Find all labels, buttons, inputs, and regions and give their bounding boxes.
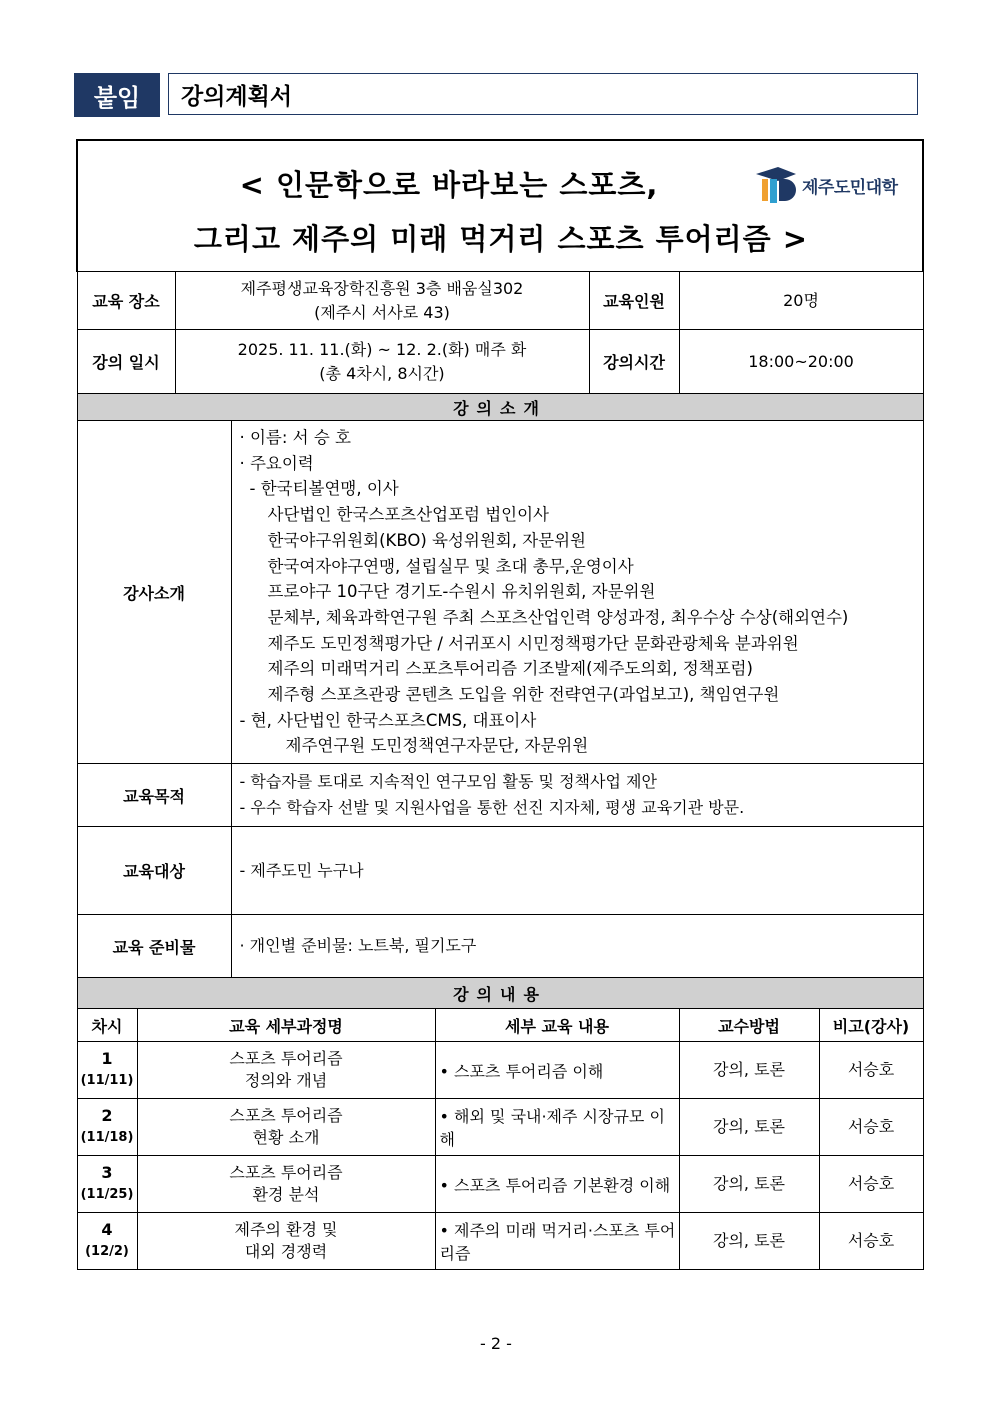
- session-number: 3 (11/25): [77, 1156, 137, 1213]
- col-method: 교수방법: [679, 1009, 819, 1042]
- session-instructor: 서승호: [819, 1042, 923, 1099]
- table-row: [77, 1213, 923, 1270]
- capacity-value: 20명: [679, 272, 923, 330]
- session-title: 제주의 환경 및 대외 경쟁력: [137, 1213, 435, 1270]
- bio-line: 제주형 스포츠관광 콘텐츠 도입을 위한 전략연구(과업보고), 책임연구원: [267, 685, 780, 705]
- capacity-label: 교육인원: [589, 272, 679, 330]
- location-value: 제주평생교육장학진흥원 3층 배움실302 (제주시 서사로 43): [175, 272, 589, 330]
- session-method: 강의, 토론: [679, 1213, 819, 1270]
- jeju-citizen-college-logo: 제주도민대학: [754, 165, 898, 205]
- col-session: 차시: [77, 1009, 137, 1042]
- intro-section-header: 강의소개: [77, 394, 923, 421]
- target-label: 교육대상: [77, 827, 231, 915]
- session-detail: • 스포츠 투어리즘 이해: [435, 1042, 679, 1099]
- table-row: [77, 1099, 923, 1156]
- time-label: 강의시간: [589, 330, 679, 394]
- session-method: 강의, 토론: [679, 1156, 819, 1213]
- bio-line: - 현, 사단법인 한국스포츠CMS, 대표이사: [239, 710, 537, 730]
- session-title: 스포츠 투어리즘 현황 소개: [137, 1099, 435, 1156]
- location-label: 교육 장소: [77, 272, 175, 330]
- materials-value: · 개인별 준비물: 노트북, 필기도구: [231, 915, 923, 978]
- instructor-bio: [231, 421, 923, 764]
- session-number: 2 (11/18): [77, 1099, 137, 1156]
- session-title: 스포츠 투어리즘 정의와 개념: [137, 1042, 435, 1099]
- bio-line: 제주의 미래먹거리 스포츠투어리즘 기조발제(제주도의회, 정책포럼): [267, 659, 753, 679]
- target-value: - 제주도민 누구나: [231, 827, 923, 915]
- session-method: 강의, 토론: [679, 1099, 819, 1156]
- col-course: 교육 세부과정명: [137, 1009, 435, 1042]
- col-detail: 세부 교육 내용: [435, 1009, 679, 1042]
- session-method: 강의, 토론: [679, 1042, 819, 1099]
- document-title: 강의계획서: [168, 73, 918, 115]
- graduation-cap-icon: [754, 165, 798, 205]
- bio-line: 프로야구 10구단 경기도-수원시 유치위원회, 자문위원: [267, 582, 656, 602]
- table-row: [77, 1042, 923, 1099]
- course-title-block: [77, 140, 923, 272]
- session-instructor: 서승호: [819, 1156, 923, 1213]
- purpose-label: 교육목적: [77, 764, 231, 827]
- session-title: 스포츠 투어리즘 환경 분석: [137, 1156, 435, 1213]
- session-number: 4 (12/2): [77, 1213, 137, 1270]
- instructor-label: 강사소개: [77, 421, 231, 764]
- session-detail: • 제주의 미래 먹거리·스포츠 투어리즘: [435, 1213, 679, 1270]
- course-title-line1: < 인문학으로 바라보는 스포츠,: [239, 168, 659, 202]
- lecture-plan-table: [76, 139, 922, 1270]
- bio-line: 문체부, 체육과학연구원 주최 스포츠산업인력 양성과정, 최우수상 수상(해외연수): [267, 607, 849, 627]
- session-detail: • 해외 및 국내·제주 시장규모 이해: [435, 1099, 679, 1156]
- content-section-header: 강의내용: [77, 978, 923, 1009]
- bio-line: · 이름: 서 승 호: [239, 428, 351, 447]
- col-note: 비고(강사): [819, 1009, 923, 1042]
- time-value: 18:00~20:00: [679, 330, 923, 394]
- bio-line: · 주요이력: [239, 453, 314, 473]
- attachment-badge: 붙임: [74, 73, 160, 117]
- bio-line: 한국여자야구연맹, 설립실무 및 초대 총무,운영이사: [267, 556, 634, 576]
- session-detail: • 스포츠 투어리즘 기본환경 이해: [435, 1156, 679, 1213]
- session-instructor: 서승호: [819, 1213, 923, 1270]
- course-title-line2: 그리고 제주의 미래 먹거리 스포츠 투어리즘 >: [193, 222, 809, 256]
- bio-line: 사단법인 한국스포츠산업포럼 법인이사: [267, 505, 549, 525]
- page-number: - 2 -: [480, 1334, 512, 1353]
- purpose-value: - 학습자를 토대로 지속적인 연구모임 활동 및 정책사업 제안 - 우수 학습자 선발 및 지원사업을 통한 선진 지자체, 평생 교육기관 방문.: [231, 764, 923, 827]
- bio-line: 한국야구위원회(KBO) 육성위원회, 자문위원: [267, 530, 586, 550]
- table-row: [77, 1156, 923, 1213]
- date-value: 2025. 11. 11.(화) ~ 12. 2.(화) 매주 화 (총 4차시, 8시간): [175, 330, 589, 394]
- materials-label: 교육 준비물: [77, 915, 231, 978]
- bio-line: 제주연구원 도민정책연구자문단, 자문위원: [285, 736, 589, 756]
- session-instructor: 서승호: [819, 1099, 923, 1156]
- session-number: 1 (11/11): [77, 1042, 137, 1099]
- date-label: 강의 일시: [77, 330, 175, 394]
- bio-line: - 한국티볼연맹, 이사: [249, 479, 399, 499]
- bio-line: 제주도 도민정책평가단 / 서귀포시 시민정책평가단 문화관광체육 분과위원: [267, 633, 799, 653]
